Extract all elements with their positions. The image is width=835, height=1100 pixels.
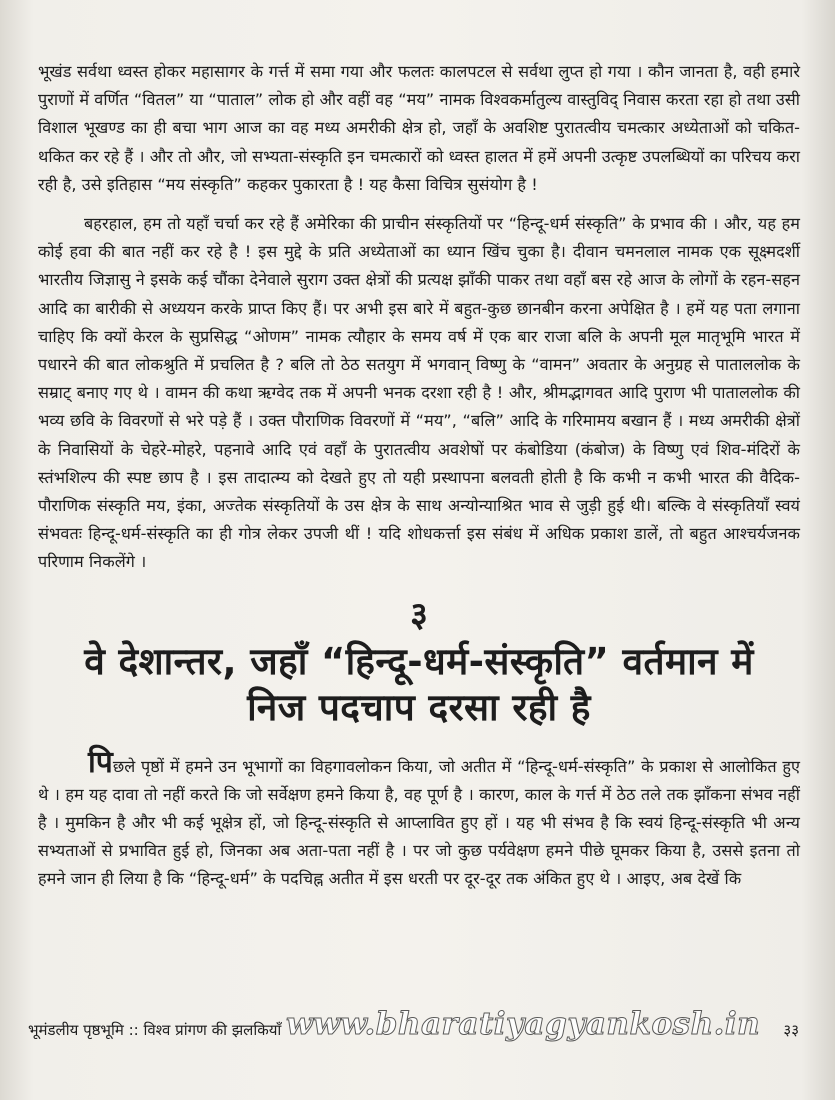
chapter-opening-paragraph [38, 744, 800, 894]
drop-cap: पि [88, 744, 113, 780]
chapter-opening-text: छले पृष्ठों में हमने उन भूभागों का विहगावलोकन किया, जो अतीत में “हिन्दू-धर्म-संस्कृति” के प्रकाश से आलोकित हुए थे । हम यह दावा तो नहीं करते कि जो सर्वेक्षण हमने किया है, वह पूर्ण है । कारण, काल के गर्त्त में ठेठ तले तक झाँकना संभव नहीं है । मुमकिन है और भी कई भूक्षेत्र हों, जो हिन्दू-संस्कृति से आप्लावित हुए हों । यह भी संभव है कि स्वयं हिन्दू-संस्कृति भी अन्य सभ्यताओं से प्रभावित हुई हो, जिनका अब अता-पता नहीं है । पर जो कुछ पर्यवेक्षण हमने पीछे घूमकर किया है, उससे इतना तो हमने जान ही लिया है कि “हिन्दू-धर्म” के पदचिह्न अतीत में इस धरती पर दूर-दूर तक अंकित हुए थे । आइए, अब देखें कि [38, 756, 800, 889]
page-number: ३३ [783, 1021, 799, 1039]
website-watermark: www.bharatiyagyankosh.in [286, 1006, 761, 1042]
chapter-title-line-2: निज पदचाप दरसा रही है [247, 685, 591, 729]
paragraph-2: बहरहाल, हम तो यहाँ चर्चा कर रहे हैं अमेरिका की प्राचीन संस्कृतियों पर “हिन्दू-धर्म संस्कृति” के प्रभाव की । और, यह हम कोई हवा की बात नहीं कर रहे है ! इस मुद्दे के प्रति अध्येताओं का ध्यान खिंच चुका है। दीवान चमनलाल नामक एक सूक्ष्मदर्शी भारतीय जिज्ञासु ने इसके कई चौंका देनेवाले सुराग उक्त क्षेत्रों की प्रत्यक्ष झाँकी पाकर तथा वहाँ बस रहे आज के लोगों के रहन-सहन आदि का बारीकी से अध्ययन करके प्राप्त किए हैं। पर अभी इस बारे में बहुत-कुछ छानबीन करना अपेक्षित है । हमें यह पता लगाना चाहिए कि क्यों केरल के सुप्रसिद्ध “ओणम” नामक त्यौहार के समय वर्ष में एक बार राजा बलि के अपनी मूल मातृभूमि भारत में पधारने की बात लोकश्रुति में प्रचलित है ? बलि तो ठेठ सतयुग में भगवान् विष्णु के “वामन” अवतार के अनुग्रह से पाताललोक के सम्राट् बनाए गए थे । वामन की कथा ऋग्वेद तक में अपनी भनक दरशा रही है ! और, श्रीमद्भागवत आदि पुराण भी पाताललोक की भव्य छवि के विवरणों से भरे पड़े हैं । उक्त पौराणिक विवरणों में “मय”, “बलि” आदि के गरिमामय बखान हैं । मध्य अमरीकी क्षेत्रों के निवासियों के चेहरे-मोहरे, पहनावे आदि एवं वहाँ के पुरातत्वीय अवशेषों पर कंबोडिया (कंबोज) के विष्णु एवं शिव-मंदिरों के स्तंभशिल्प की स्पष्ट छाप है । इस तादात्म्य को देखते हुए तो यही प्रस्थापना बलवती होती है कि कभी न कभी भारत की वैदिक-पौराणिक संस्कृति मय, इंका, अज्तेक संस्कृतियों के उस क्षेत्र के साथ अन्योन्याश्रित भाव से जुड़ी हुई थी। बल्कि वे संस्कृतियाँ स्वयं संभवतः हिन्दू-धर्म-संस्कृति का ही गोत्र लेकर उपजी थीं ! यदि शोधकर्त्ता इस संबंध में अधिक प्रकाश डालें, तो बहुत आश्चर्यजनक परिणाम निकलेंगे । [38, 214, 800, 572]
paragraph-gap [38, 199, 800, 210]
chapter-number: ३ [410, 594, 428, 635]
page-content [38, 58, 800, 894]
running-footer: भूमंडलीय पृष्ठभूमि :: विश्व प्रांगण की झलकियाँ [28, 1021, 282, 1039]
chapter-title-line-1: वे देशान्तर, जहाँ “हिन्दू-धर्म-संस्कृति” वर्तमान में [84, 639, 754, 683]
paragraph-1: भूखंड सर्वथा ध्वस्त होकर महासागर के गर्त्त में समा गया और फलतः कालपटल से सर्वथा लुप्त हो गया । कौन जानता है, वही हमारे पुराणों में वर्णित “वितल” या “पाताल” लोक हो और वहीं वह “मय” नामक विश्वकर्मातुल्य वास्तुविद् निवास करता रहा हो तथा उसी विशाल भूखण्ड का ही बचा भाग आज का वह मध्य अमरीकी क्षेत्र हो, जहाँ के अवशिष्ट पुरातत्वीय चमत्कार अध्येताओं को चकित-थकित कर रहे हैं । और तो और, जो सभ्यता-संस्कृति इन चमत्कारों को ध्वस्त हालत में हमें अपनी उत्कृष्ट उपलब्धियों का परिचय करा रही है, उसे इतिहास “मय संस्कृति” कहकर पुकारता है ! यह कैसा विचित्र सुसंयोग है ! [38, 62, 800, 194]
chapter-title [38, 639, 800, 731]
